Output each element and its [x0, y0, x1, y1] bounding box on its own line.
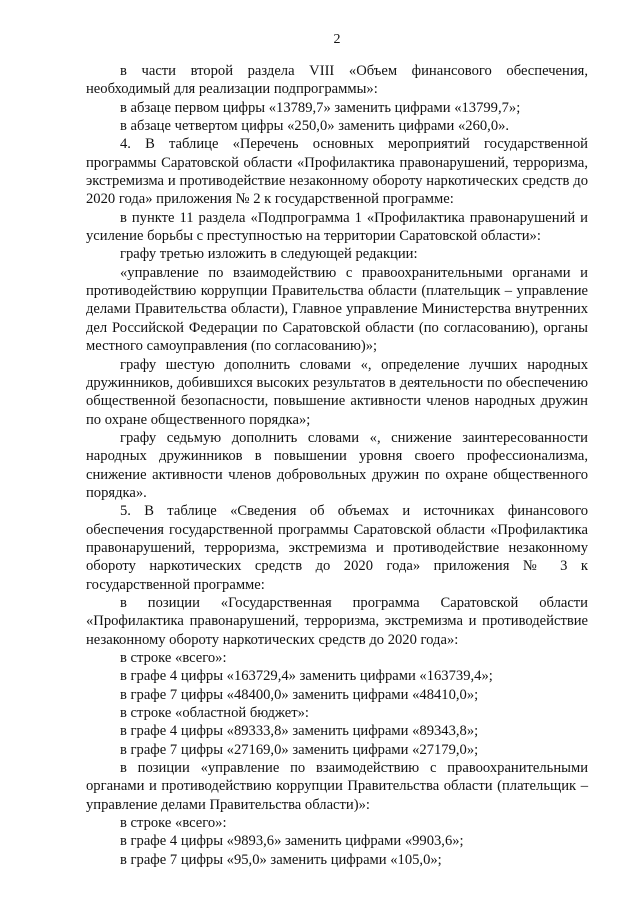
- paragraph: в абзаце первом цифры «13789,7» заменить цифрами «13799,7»;: [120, 99, 521, 116]
- paragraph: в абзаце четвертом цифры «250,0» заменить цифрами «260,0».: [120, 118, 510, 135]
- paragraph: графу шестую дополнить словами «, определение лучших народных дружинников, добившихся высоких результатов в деятельности по обеспечению общественной безопасности, повышение активности членов народных дружин по охране общественного порядка»;: [86, 356, 588, 428]
- paragraph: графу седьмую дополнить словами «, снижение заинтересованности народных дружинников в повышении уровня своего профессионализма, снижение активности членов добровольных дружин по охране общественного порядка».: [86, 429, 588, 501]
- paragraph: в графе 4 цифры «9893,6» заменить цифрами «9903,6»;: [120, 833, 464, 850]
- paragraph: в графе 7 цифры «48400,0» заменить цифрами «48410,0»;: [120, 686, 479, 703]
- paragraph: 5. В таблице «Сведения об объемах и источниках финансового обеспечения государственной программы Саратовской области «Профилактика правонарушений, терроризма, экстремизма и противодействие незаконному обороту наркотических средств до 2020 года» приложения № 3 к государственной программе:: [86, 503, 588, 593]
- paragraph: в пункте 11 раздела «Подпрограмма 1 «Профилактика правонарушений и усиление борьбы с преступностью на территории Саратовской области»:: [86, 209, 588, 245]
- paragraph: в строке «всего»:: [120, 650, 227, 666]
- paragraph: в графе 7 цифры «27169,0» заменить цифрами «27179,0»;: [120, 741, 479, 758]
- paragraph: «управление по взаимодействию с правоохранительными органами и противодействию коррупции Правительства области (плательщик – управление делами Правительства области), Главное управление Министерства внутренних дел Российской Федерации по Саратовской области (по согласованию), органы местного самоуправления (по согласованию)»;: [86, 264, 588, 355]
- paragraph: в строке «всего»:: [120, 815, 227, 832]
- paragraph: в графе 4 цифры «163729,4» заменить цифрами «163739,4»;: [120, 668, 493, 685]
- paragraph: в части второй раздела VIII «Объем финансового обеспечения, необходимый для реализации подпрограммы»:: [86, 63, 588, 98]
- paragraph: в графе 4 цифры «89333,8» заменить цифрами «89343,8»;: [120, 723, 479, 740]
- paragraph: в позиции «Государственная программа Саратовской области «Профилактика правонарушений, терроризма, экстремизма и противодействие незаконному обороту наркотических средств до 2020 года»:: [86, 594, 588, 648]
- paragraph: 4. В таблице «Перечень основных мероприятий государственной программы Саратовской области «Профилактика правонарушений, терроризма, экстремизма и противодействие незаконному обороту наркотических средств до 2020 года» приложения № 2 к государственной программе:: [86, 136, 588, 208]
- document-body: [86, 62, 588, 869]
- paragraph: в строке «областной бюджет»:: [120, 705, 309, 722]
- page-number: 2: [333, 32, 341, 47]
- paragraph: в графе 7 цифры «95,0» заменить цифрами «105,0»;: [120, 851, 442, 868]
- paragraph: в позиции «управление по взаимодействию с правоохранительными органами и противодействию коррупции Правительства области (плательщик – управление делами Правительства области)»:: [86, 760, 588, 813]
- paragraph: графу третью изложить в следующей редакции:: [120, 246, 418, 263]
